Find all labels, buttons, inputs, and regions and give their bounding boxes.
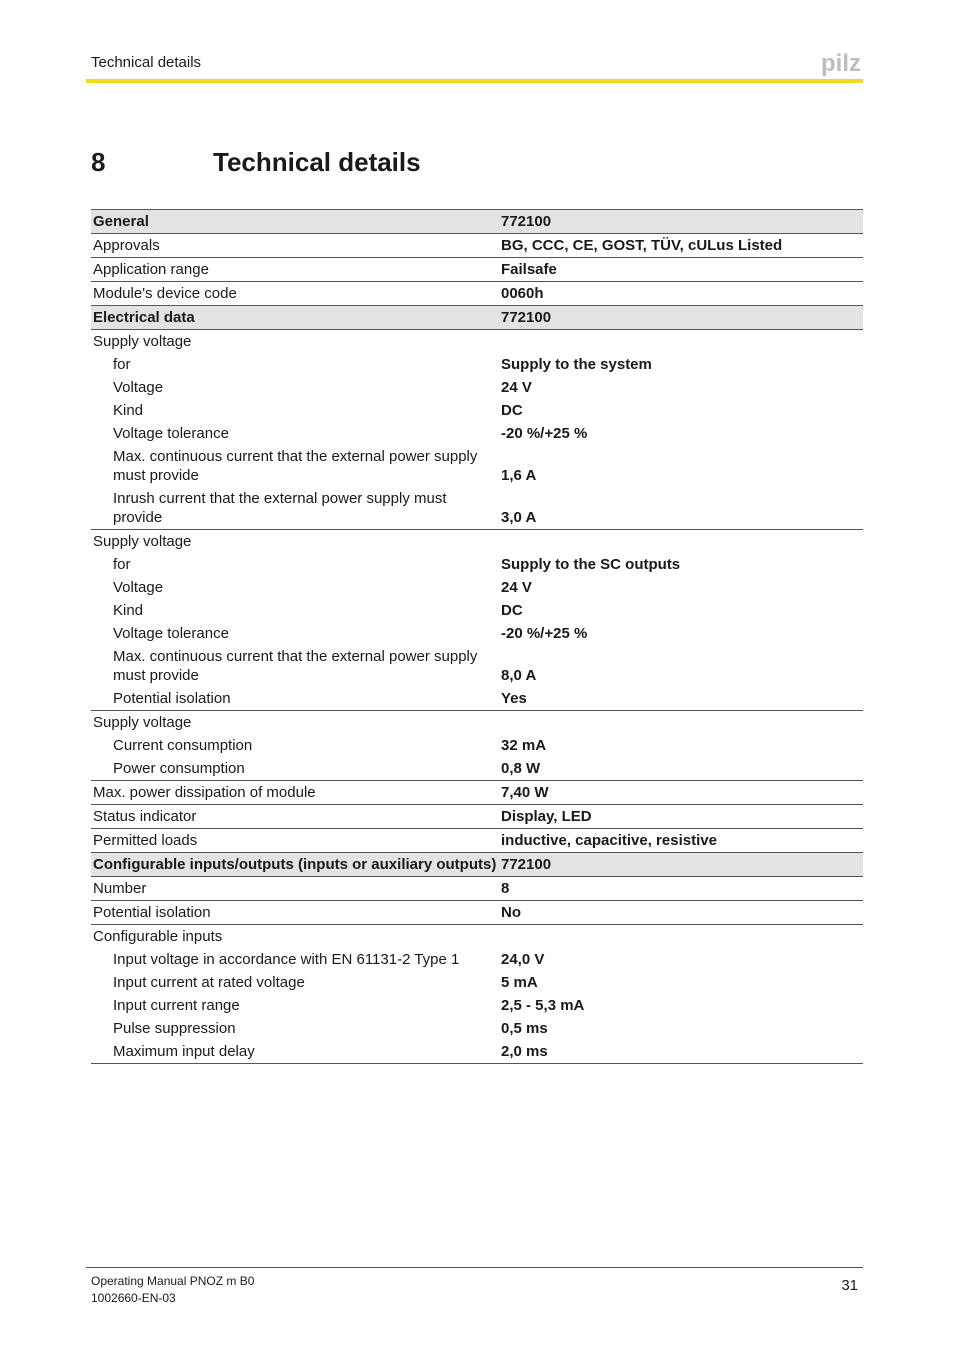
chapter-number: 8	[91, 147, 106, 177]
table-row: Number 8	[91, 877, 863, 901]
table-row: Inrush current that the external power supply must provide 3,0 A	[91, 487, 863, 530]
footer-document-number: 1002660-EN-03	[91, 1291, 176, 1305]
table-row: Kind DC	[113, 402, 523, 419]
table-row: Power consumption 0,8 W	[91, 757, 863, 781]
table-row: Input voltage in accordance with EN 61131-2 Type 1 24,0 V	[113, 951, 545, 968]
technical-details-table	[91, 209, 863, 1064]
footer-rule	[86, 1267, 863, 1268]
table-row: Current consumption 32 mA	[113, 737, 547, 754]
table-row: Approvals BG, CCC, CE, GOST, TÜV, cULus Listed	[91, 234, 863, 258]
table-row: Kind DC	[113, 602, 523, 619]
footer-manual-title: Operating Manual PNOZ m B0	[91, 1274, 255, 1288]
group-title: Supply voltage	[93, 533, 192, 550]
table-row: Potential isolation Yes	[91, 687, 863, 711]
group-title: Supply voltage	[93, 714, 192, 731]
table-row: Module's device code 0060h	[91, 282, 863, 306]
table-row: Input current range 2,5 - 5,3 mA	[113, 997, 585, 1014]
chapter-heading	[91, 147, 421, 178]
table-row: Max. continuous current that the external power supply must provide 8,0 A	[113, 648, 537, 684]
table-row: Maximum input delay 2,0 ms	[91, 1040, 863, 1064]
footer-document-info	[91, 1273, 254, 1307]
chapter-title: Technical details	[213, 147, 421, 177]
group-title: Configurable inputs	[93, 928, 223, 945]
page-number: 31	[841, 1277, 858, 1294]
table-row: Application range Failsafe	[91, 258, 863, 282]
table-row: for Supply to the system	[113, 356, 652, 373]
table-row: Permitted loads inductive, capacitive, resistive	[91, 829, 863, 853]
svg-text:pilz: pilz	[821, 50, 861, 76]
section-header-electrical: Electrical data 772100	[91, 306, 863, 330]
table-row: Status indicator Display, LED	[91, 805, 863, 829]
pilz-logo	[821, 50, 863, 76]
table-row: for Supply to the SC outputs	[113, 556, 681, 573]
header-rule	[86, 79, 863, 83]
table-row: Voltage tolerance -20 %/+25 %	[113, 425, 588, 442]
group-title: Supply voltage	[93, 333, 192, 350]
table-row: Voltage 24 V	[113, 579, 532, 596]
table-row: Input current at rated voltage 5 mA	[113, 974, 538, 991]
section-header-general: General 772100	[91, 210, 863, 234]
table-row: Max. power dissipation of module 7,40 W	[91, 781, 863, 805]
section-header-configurable-io: Configurable inputs/outputs (inputs or auxiliary outputs) 772100	[91, 853, 863, 877]
table-row: Voltage tolerance -20 %/+25 %	[113, 625, 588, 642]
table-row: Max. continuous current that the external power supply must provide 1,6 A	[113, 448, 537, 484]
running-header: Technical details	[91, 54, 202, 71]
table-row: Voltage 24 V	[113, 379, 532, 396]
table-row: Pulse suppression 0,5 ms	[113, 1020, 548, 1037]
table-row: Potential isolation No	[91, 901, 863, 925]
